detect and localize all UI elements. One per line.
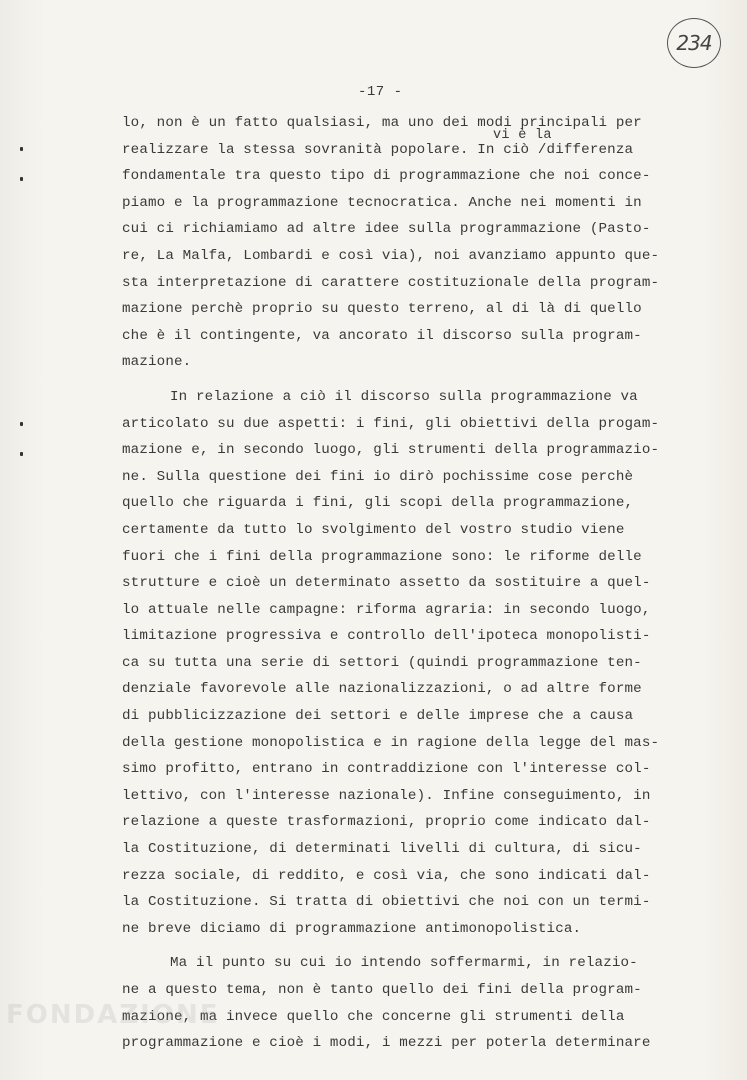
- typed-text-body: [122, 110, 682, 1057]
- text-line: limitazione progressiva e controllo dell'ipoteca monopolisti-: [122, 628, 651, 645]
- paragraph: [122, 110, 682, 376]
- text-line: mazione.: [122, 354, 192, 371]
- text-line: fondamentale tra questo tipo di programmazione che noi conce-: [122, 168, 651, 185]
- text-line: la Costituzione, di determinati livelli di cultura, di sicu-: [122, 841, 642, 858]
- text-line: relazione a queste trasformazioni, proprio come indicato dal-: [122, 814, 651, 831]
- text-line: denziale favorevole alle nazionalizzazioni, o ad altre forme: [122, 681, 642, 698]
- text-line: cui ci richiamiamo ad altre idee sulla programmazione (Pasto-: [122, 221, 651, 238]
- text-line: simo profitto, entrano in contraddizione con l'interesse col-: [122, 761, 651, 778]
- archive-page-stamp: [667, 18, 721, 68]
- text-line: rezza sociale, di reddito, e così via, che sono indicati dal-: [122, 867, 651, 884]
- text-line: programmazione e cioè i modi, i mezzi per poterla determinare: [122, 1035, 651, 1052]
- archive-watermark: FONDAZIONE: [6, 1000, 220, 1030]
- margin-mark: [20, 452, 23, 456]
- text-line: ne a questo tema, non è tanto quello dei fini della program-: [122, 982, 642, 998]
- paragraph-gap: [122, 942, 682, 950]
- margin-mark: [20, 422, 23, 426]
- text-line: piamo e la programmazione tecnocratica. Anche nei momenti in: [122, 194, 642, 211]
- paragraph-gap: [122, 376, 682, 384]
- text-line: ca su tutta una serie di settori (quindi programmazione ten-: [122, 654, 642, 671]
- text-line: mazione perchè proprio su questo terreno, al di là di quello: [122, 301, 642, 318]
- text-line: lo, non è un fatto qualsiasi, ma uno dei modi principali per: [122, 115, 642, 131]
- text-line: lettivo, con l'interesse nazionale). Infine conseguimento, in: [122, 787, 651, 804]
- text-line: mazione e, in secondo luogo, gli strumenti della programmazio-: [122, 442, 660, 459]
- paragraph: [122, 384, 682, 942]
- text-line: strutture e cioè un determinato assetto da sostituire a quel-: [122, 575, 651, 592]
- text-line: di pubblicizzazione dei settori e delle imprese che a causa: [122, 708, 634, 725]
- handwritten-insert: vi è la: [493, 128, 552, 143]
- text-line: che è il contingente, va ancorato il discorso sulla program-: [122, 327, 642, 344]
- text-line: della gestione monopolistica e in ragione della legge del mas-: [122, 734, 660, 751]
- text-line: quello che riguarda i fini, gli scopi della programmazione,: [122, 495, 634, 512]
- text-line: certamente da tutto lo svolgimento del vostro studio viene: [122, 521, 625, 538]
- text-line: mazione, ma invece quello che concerne gli strumenti della: [122, 1008, 625, 1025]
- stamp-number: 234: [676, 31, 712, 55]
- text-line: ne. Sulla questione dei fini io dirò pochissime cose perchè: [122, 468, 634, 485]
- text-line: la Costituzione. Si tratta di obiettivi che noi con un termi-: [122, 894, 651, 911]
- margin-mark: [20, 177, 23, 181]
- margin-mark: [20, 147, 23, 151]
- text-line: realizzare la stessa sovranità popolare. In ciò /differenza: [122, 141, 634, 158]
- text-line: fuori che i fini della programmazione sono: le riforme delle: [122, 548, 642, 565]
- page-number: -17 -: [358, 84, 403, 100]
- text-line: In relazione a ciò il discorso sulla programmazione va: [170, 388, 638, 405]
- text-line: re, La Malfa, Lombardi e così via), noi avanziamo appunto que-: [122, 247, 660, 264]
- text-line: lo attuale nelle campagne: riforma agraria: in secondo luogo,: [122, 601, 651, 618]
- text-line: ne breve diciamo di programmazione antimonopolistica.: [122, 920, 582, 937]
- text-line: Ma il punto su cui io intendo soffermarmi, in relazio-: [170, 955, 638, 972]
- text-line: sta interpretazione di carattere costituzionale della program-: [122, 274, 660, 291]
- text-line: articolato su due aspetti: i fini, gli obiettivi della progam-: [122, 415, 660, 432]
